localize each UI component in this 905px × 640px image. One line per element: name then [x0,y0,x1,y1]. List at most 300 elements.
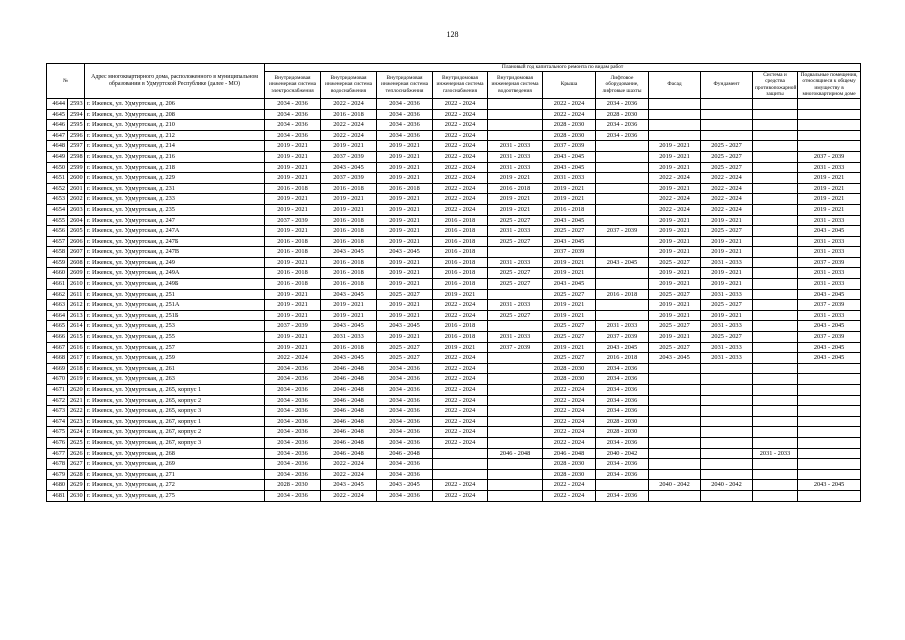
row-work-period: 2034 - 2036 [265,385,321,396]
row-work-period: 2043 - 2045 [377,247,433,258]
row-work-period: 2016 - 2018 [265,236,321,247]
row-work-period: 2028 - 2030 [596,109,649,120]
row-work-period: 2034 - 2036 [265,120,321,131]
row-address: г. Ижевск, ул. Удмуртская, д. 267, корпус 3 [85,437,265,448]
row-work-period [596,215,649,226]
row-work-period: 2031 - 2033 [488,257,543,268]
header-work: Внутридомовая инженерная система газоснабжения [433,71,488,98]
row-work-period: 2046 - 2048 [543,448,596,459]
row-work-period: 2019 - 2021 [488,204,543,215]
row-sub-number: 2618 [68,363,85,374]
row-work-period: 2028 - 2030 [596,427,649,438]
row-sub-number: 2612 [68,300,85,311]
row-work-period: 2016 - 2018 [596,289,649,300]
row-sub-number: 2611 [68,289,85,300]
row-address: г. Ижевск, ул. Удмуртская, д. 251Б [85,310,265,321]
row-work-period [596,151,649,162]
row-work-period: 2028 - 2030 [543,469,596,480]
row-work-period: 2046 - 2048 [321,385,377,396]
row-work-period: 2022 - 2024 [433,480,488,491]
table-row [47,427,861,438]
row-work-period [433,469,488,480]
row-work-period: 2034 - 2036 [596,385,649,396]
row-work-period: 2043 - 2045 [321,480,377,491]
table-row [47,98,861,109]
row-work-period [753,490,798,501]
row-work-period: 2031 - 2033 [701,289,753,300]
row-work-period: 2022 - 2024 [433,151,488,162]
row-work-period: 2025 - 2027 [543,353,596,364]
header-work: Фундамент [701,71,753,98]
table-row [47,151,861,162]
row-address: г. Ижевск, ул. Удмуртская, д. 210 [85,120,265,131]
table-row [47,268,861,279]
row-work-period [753,151,798,162]
row-work-period [753,204,798,215]
row-work-period: 2016 - 2018 [321,236,377,247]
row-work-period: 2022 - 2024 [321,120,377,131]
row-sub-number: 2609 [68,268,85,279]
row-work-period: 2022 - 2024 [433,385,488,396]
table-row [47,342,861,353]
row-number: 4659 [47,257,68,268]
row-number: 4673 [47,406,68,417]
row-work-period [753,226,798,237]
row-work-period: 2034 - 2036 [265,130,321,141]
row-sub-number: 2627 [68,459,85,470]
row-work-period: 2019 - 2021 [543,194,596,205]
row-work-period [488,480,543,491]
row-work-period: 2019 - 2021 [377,173,433,184]
row-number: 4677 [47,448,68,459]
row-work-period: 2019 - 2021 [649,151,701,162]
row-work-period: 2046 - 2048 [321,395,377,406]
row-work-period: 2019 - 2021 [798,204,861,215]
row-work-period: 2019 - 2021 [321,310,377,321]
row-work-period: 2019 - 2021 [701,215,753,226]
row-work-period: 2025 - 2027 [701,300,753,311]
row-work-period: 2019 - 2021 [265,226,321,237]
row-work-period: 2043 - 2045 [543,162,596,173]
row-work-period [649,448,701,459]
row-number: 4665 [47,321,68,332]
row-work-period: 2019 - 2021 [265,173,321,184]
row-work-period [488,469,543,480]
row-work-period: 2019 - 2021 [649,226,701,237]
row-work-period: 2037 - 2039 [543,247,596,258]
row-work-period [649,490,701,501]
row-number: 4648 [47,141,68,152]
row-work-period [488,490,543,501]
row-address: г. Ижевск, ул. Удмуртская, д. 267, корпус 2 [85,427,265,438]
row-address: г. Ижевск, ул. Удмуртская, д. 265, корпус 1 [85,385,265,396]
row-work-period [701,437,753,448]
row-sub-number: 2625 [68,437,85,448]
row-work-period [596,300,649,311]
row-work-period: 2043 - 2045 [543,151,596,162]
row-work-period: 2043 - 2045 [543,215,596,226]
row-work-period [649,406,701,417]
row-work-period: 2019 - 2021 [649,183,701,194]
table-body [47,98,861,501]
row-work-period: 2016 - 2018 [265,268,321,279]
row-work-period: 2019 - 2021 [649,310,701,321]
row-work-period: 2043 - 2045 [798,321,861,332]
row-work-period: 2043 - 2045 [798,289,861,300]
row-work-period: 2034 - 2036 [265,395,321,406]
row-number: 4655 [47,215,68,226]
row-work-period: 2043 - 2045 [377,321,433,332]
row-work-period: 2043 - 2045 [321,353,377,364]
row-work-period: 2040 - 2042 [649,480,701,491]
row-work-period: 2019 - 2021 [265,257,321,268]
row-work-period: 2016 - 2018 [321,183,377,194]
row-work-period: 2034 - 2036 [265,448,321,459]
row-work-period: 2025 - 2027 [543,289,596,300]
row-work-period [753,109,798,120]
row-work-period: 2034 - 2036 [377,120,433,131]
table-row [47,353,861,364]
row-address: г. Ижевск, ул. Удмуртская, д. 249 [85,257,265,268]
row-work-period: 2025 - 2027 [649,289,701,300]
row-work-period [798,459,861,470]
row-work-period: 2043 - 2045 [543,279,596,290]
row-work-period: 2034 - 2036 [596,98,649,109]
row-work-period: 2028 - 2030 [543,363,596,374]
row-address: г. Ижевск, ул. Удмуртская, д. 249А [85,268,265,279]
row-address: г. Ижевск, ул. Удмуртская, д. 249Б [85,279,265,290]
row-sub-number: 2605 [68,226,85,237]
row-work-period [596,204,649,215]
row-work-period: 2034 - 2036 [377,385,433,396]
row-work-period [649,437,701,448]
row-number: 4651 [47,173,68,184]
row-number: 4649 [47,151,68,162]
row-work-period [701,448,753,459]
row-number: 4670 [47,374,68,385]
row-work-period: 2034 - 2036 [265,98,321,109]
row-work-period [753,236,798,247]
row-work-period [798,416,861,427]
row-number: 4669 [47,363,68,374]
row-work-period [649,459,701,470]
row-work-period [753,215,798,226]
row-work-period: 2034 - 2036 [377,490,433,501]
row-work-period: 2034 - 2036 [596,406,649,417]
row-work-period: 2034 - 2036 [596,459,649,470]
row-work-period: 2034 - 2036 [265,437,321,448]
row-work-period: 2016 - 2018 [321,279,377,290]
row-work-period: 2022 - 2024 [265,353,321,364]
row-work-period: 2025 - 2027 [488,310,543,321]
row-work-period: 2046 - 2048 [488,448,543,459]
row-work-period: 2022 - 2024 [433,395,488,406]
table-header [47,64,861,99]
row-work-period: 2019 - 2021 [377,279,433,290]
row-work-period: 2034 - 2036 [265,427,321,438]
row-work-period [649,120,701,131]
row-work-period: 2037 - 2039 [321,151,377,162]
row-sub-number: 2623 [68,416,85,427]
row-work-period: 2037 - 2039 [596,332,649,343]
row-work-period [701,406,753,417]
row-work-period [753,279,798,290]
row-number: 4672 [47,395,68,406]
row-work-period: 2022 - 2024 [433,490,488,501]
row-work-period [798,427,861,438]
row-work-period [798,120,861,131]
row-work-period: 2022 - 2024 [433,109,488,120]
row-number: 4656 [47,226,68,237]
row-work-period [753,162,798,173]
row-work-period: 2019 - 2021 [543,183,596,194]
row-work-period [596,279,649,290]
row-work-period: 2022 - 2024 [433,363,488,374]
row-sub-number: 2628 [68,469,85,480]
row-work-period: 2034 - 2036 [377,363,433,374]
row-work-period: 2019 - 2021 [701,247,753,258]
row-work-period [488,406,543,417]
row-work-period: 2019 - 2021 [488,173,543,184]
row-work-period: 2016 - 2018 [321,109,377,120]
row-work-period [753,363,798,374]
row-work-period: 2037 - 2039 [596,226,649,237]
row-work-period: 2043 - 2045 [798,226,861,237]
row-work-period: 2031 - 2033 [488,162,543,173]
row-sub-number: 2607 [68,247,85,258]
row-number: 4662 [47,289,68,300]
row-sub-number: 2620 [68,385,85,396]
row-work-period [701,490,753,501]
row-work-period: 2019 - 2021 [543,310,596,321]
table-row [47,204,861,215]
table-row [47,120,861,131]
page-number: 128 [446,30,459,39]
row-sub-number: 2598 [68,151,85,162]
row-work-period [753,247,798,258]
row-work-period [649,98,701,109]
row-work-period: 2019 - 2021 [649,300,701,311]
row-work-period: 2016 - 2018 [433,321,488,332]
row-sub-number: 2622 [68,406,85,417]
row-work-period: 2025 - 2027 [543,321,596,332]
row-address: г. Ижевск, ул. Удмуртская, д. 251А [85,300,265,311]
row-address: г. Ижевск, ул. Удмуртская, д. 267, корпус 1 [85,416,265,427]
row-address: г. Ижевск, ул. Удмуртская, д. 261 [85,363,265,374]
row-sub-number: 2608 [68,257,85,268]
row-work-period: 2022 - 2024 [433,353,488,364]
table-row [47,215,861,226]
row-address: г. Ижевск, ул. Удмуртская, д. 218 [85,162,265,173]
row-sub-number: 2601 [68,183,85,194]
row-work-period: 2037 - 2039 [798,332,861,343]
row-work-period [488,385,543,396]
row-work-period [753,173,798,184]
row-work-period [753,395,798,406]
row-work-period: 2031 - 2033 [701,342,753,353]
row-work-period: 2022 - 2024 [543,98,596,109]
row-address: г. Ижевск, ул. Удмуртская, д. 229 [85,173,265,184]
row-number: 4658 [47,247,68,258]
header-work: Фасад [649,71,701,98]
row-number: 4646 [47,120,68,131]
capital-repair-table [46,63,861,502]
row-work-period: 2025 - 2027 [488,268,543,279]
row-work-period [753,120,798,131]
row-work-period: 2034 - 2036 [596,437,649,448]
row-work-period: 2034 - 2036 [377,98,433,109]
row-work-period: 2016 - 2018 [377,183,433,194]
row-work-period [701,395,753,406]
row-work-period: 2019 - 2021 [701,279,753,290]
row-sub-number: 2615 [68,332,85,343]
row-sub-number: 2621 [68,395,85,406]
table-row [47,162,861,173]
row-work-period [488,120,543,131]
row-work-period: 2022 - 2024 [701,173,753,184]
row-work-period: 2022 - 2024 [701,194,753,205]
row-work-period: 2025 - 2027 [701,332,753,343]
row-work-period [701,427,753,438]
row-number: 4681 [47,490,68,501]
row-work-period [753,480,798,491]
row-address: г. Ижевск, ул. Удмуртская, д. 259 [85,353,265,364]
row-work-period: 2019 - 2021 [265,342,321,353]
row-work-period [798,385,861,396]
row-work-period: 2016 - 2018 [433,268,488,279]
row-work-period: 2016 - 2018 [433,257,488,268]
row-work-period [701,374,753,385]
row-work-period: 2016 - 2018 [321,257,377,268]
row-work-period [488,289,543,300]
row-work-period: 2022 - 2024 [321,130,377,141]
row-sub-number: 2602 [68,194,85,205]
row-work-period: 2019 - 2021 [543,342,596,353]
row-work-period: 2034 - 2036 [377,109,433,120]
row-work-period: 2019 - 2021 [649,162,701,173]
row-work-period [649,109,701,120]
row-work-period: 2025 - 2027 [488,236,543,247]
row-work-period: 2019 - 2021 [543,268,596,279]
table-row [47,194,861,205]
row-work-period: 2022 - 2024 [433,194,488,205]
row-work-period: 2022 - 2024 [543,109,596,120]
row-address: г. Ижевск, ул. Удмуртская, д. 247Б [85,236,265,247]
row-work-period: 2031 - 2033 [798,279,861,290]
row-work-period: 2025 - 2027 [701,141,753,152]
row-work-period: 2034 - 2036 [596,374,649,385]
row-work-period [701,416,753,427]
row-work-period [701,385,753,396]
row-work-period: 2025 - 2027 [488,215,543,226]
row-work-period [596,194,649,205]
row-work-period: 2046 - 2048 [321,427,377,438]
row-number: 4679 [47,469,68,480]
row-work-period: 2019 - 2021 [321,194,377,205]
row-work-period: 2022 - 2024 [433,427,488,438]
row-address: г. Ижевск, ул. Удмуртская, д. 208 [85,109,265,120]
row-work-period [798,130,861,141]
header-work: Внутридомовая инженерная система теплоснабжения [377,71,433,98]
row-work-period: 2034 - 2036 [596,490,649,501]
row-work-period [753,194,798,205]
row-work-period [798,141,861,152]
row-work-period: 2022 - 2024 [543,437,596,448]
row-work-period: 2016 - 2018 [265,183,321,194]
row-work-period: 2034 - 2036 [265,469,321,480]
row-work-period [649,363,701,374]
row-work-period: 2034 - 2036 [265,363,321,374]
table-row [47,469,861,480]
row-work-period: 2031 - 2033 [488,151,543,162]
row-number: 4661 [47,279,68,290]
row-work-period [798,406,861,417]
row-number: 4654 [47,204,68,215]
row-address: г. Ижевск, ул. Удмуртская, д. 269 [85,459,265,470]
row-work-period [798,490,861,501]
row-work-period [798,395,861,406]
row-number: 4645 [47,109,68,120]
row-work-period: 2019 - 2021 [377,236,433,247]
row-work-period: 2031 - 2033 [321,332,377,343]
table-row [47,141,861,152]
row-sub-number: 2604 [68,215,85,226]
row-work-period: 2025 - 2027 [649,342,701,353]
row-work-period [488,363,543,374]
row-address: г. Ижевск, ул. Удмуртская, д. 263 [85,374,265,385]
row-work-period: 2022 - 2024 [701,183,753,194]
row-work-period: 2031 - 2033 [488,332,543,343]
row-work-period: 2025 - 2027 [377,353,433,364]
row-work-period [753,332,798,343]
row-work-period: 2046 - 2048 [321,374,377,385]
row-work-period [798,437,861,448]
row-work-period: 2022 - 2024 [321,469,377,480]
row-work-period [488,353,543,364]
table-row [47,448,861,459]
row-work-period: 2019 - 2021 [265,289,321,300]
row-work-period [701,130,753,141]
row-number: 4660 [47,268,68,279]
row-work-period: 2025 - 2027 [649,257,701,268]
row-work-period: 2019 - 2021 [265,300,321,311]
row-address: г. Ижевск, ул. Удмуртская, д. 275 [85,490,265,501]
row-work-period [753,459,798,470]
row-work-period: 2037 - 2039 [265,321,321,332]
table-row [47,130,861,141]
row-number: 4671 [47,385,68,396]
row-work-period: 2019 - 2021 [265,204,321,215]
row-sub-number: 2610 [68,279,85,290]
row-address: г. Ижевск, ул. Удмуртская, д. 233 [85,194,265,205]
row-work-period: 2019 - 2021 [377,162,433,173]
row-work-period: 2034 - 2036 [596,120,649,131]
row-work-period [753,385,798,396]
table-row [47,257,861,268]
row-number: 4678 [47,459,68,470]
row-work-period: 2019 - 2021 [649,247,701,258]
row-work-period: 2019 - 2021 [433,289,488,300]
row-address: г. Ижевск, ул. Удмуртская, д. 214 [85,141,265,152]
table-row [47,406,861,417]
row-sub-number: 2626 [68,448,85,459]
header-plan: Плановый год капитального ремонта по видам работ [265,64,861,72]
row-work-period: 2031 - 2033 [488,226,543,237]
row-work-period: 2019 - 2021 [649,268,701,279]
row-work-period: 2037 - 2039 [798,151,861,162]
table-row [47,416,861,427]
row-work-period: 2043 - 2045 [321,162,377,173]
